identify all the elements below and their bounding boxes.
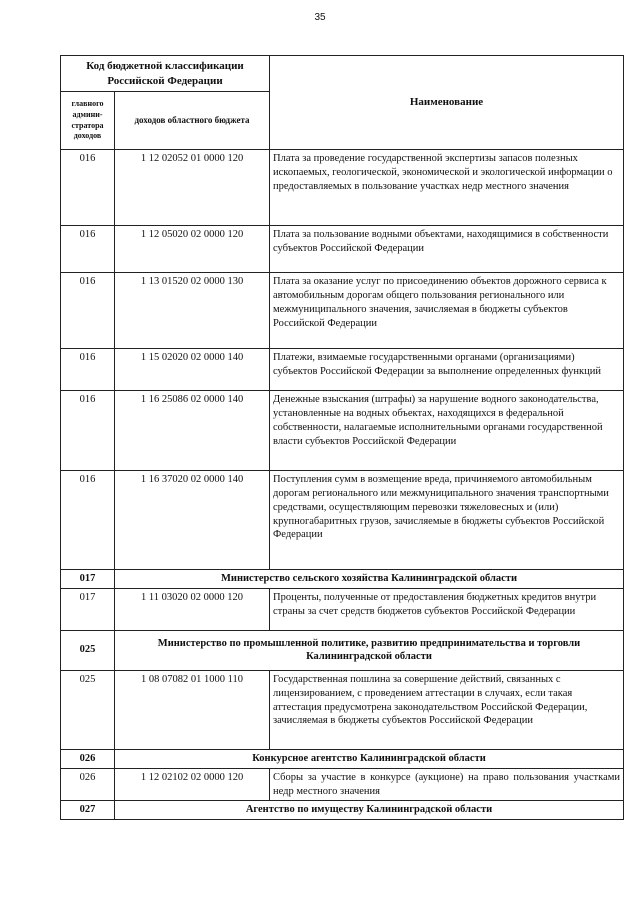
table-row <box>61 670 624 749</box>
section-admin-code: 025 <box>61 630 115 670</box>
table-row <box>61 273 624 349</box>
income-name: Поступления сумм в возмещение вреда, причиняемого автомобильным дорогам регионального или межмуниципального значения транспортными средствами, осуществляющим перевозки тяжеловесных и (или) крупногабаритных грузов, зачисляемые в бюджеты субъектов Российской Федерации <box>270 471 624 570</box>
section-row <box>61 749 624 768</box>
admin-code: 016 <box>61 150 115 226</box>
income-name: Проценты, полученные от предоставления бюджетных кредитов внутри страны за счет средств бюджетов субъектов Российской Федерации <box>270 588 624 630</box>
admin-code: 025 <box>61 670 115 749</box>
income-code: 1 16 25086 02 0000 140 <box>115 391 270 471</box>
admin-code: 017 <box>61 588 115 630</box>
section-row <box>61 630 624 670</box>
admin-code: 026 <box>61 768 115 801</box>
table-row <box>61 391 624 471</box>
header-group: Код бюджетной классификации Российской Федерации <box>61 56 270 92</box>
section-row <box>61 570 624 589</box>
section-admin-code: 027 <box>61 801 115 820</box>
budget-classification-table <box>60 55 624 820</box>
section-row <box>61 801 624 820</box>
table-row <box>61 226 624 273</box>
admin-code: 016 <box>61 226 115 273</box>
income-code: 1 15 02020 02 0000 140 <box>115 349 270 391</box>
header-admin: главного админи-стратора доходов <box>61 92 115 150</box>
admin-code: 016 <box>61 273 115 349</box>
income-code: 1 12 02102 02 0000 120 <box>115 768 270 801</box>
income-code: 1 12 05020 02 0000 120 <box>115 226 270 273</box>
table-row <box>61 349 624 391</box>
income-code: 1 08 07082 01 1000 110 <box>115 670 270 749</box>
income-name: Плата за пользование водными объектами, находящимися в собственности субъектов Российской Федерации <box>270 226 624 273</box>
section-admin-code: 026 <box>61 749 115 768</box>
admin-code: 016 <box>61 391 115 471</box>
income-code: 1 16 37020 02 0000 140 <box>115 471 270 570</box>
income-code: 1 12 02052 01 0000 120 <box>115 150 270 226</box>
table-row <box>61 471 624 570</box>
header-name: Наименование <box>270 56 624 150</box>
section-title: Агентство по имуществу Калининградской области <box>115 801 624 820</box>
admin-code: 016 <box>61 471 115 570</box>
income-name: Плата за проведение государственной экспертизы запасов полезных ископаемых, геологической, экономической и экологической информации о предоставляемых в пользование участках недр местного значения <box>270 150 624 226</box>
income-name: Государственная пошлина за совершение действий, связанных с лицензированием, с проведением аттестации в случаях, если такая аттестация предусмотрена законодательством Российской Федерации, зачисляемая в бюджеты субъектов Российской Федерации <box>270 670 624 749</box>
income-code: 1 11 03020 02 0000 120 <box>115 588 270 630</box>
income-name: Платежи, взимаемые государственными органами (организациями) субъектов Российской Федерации за выполнение определенных функций <box>270 349 624 391</box>
income-name: Сборы за участие в конкурсе (аукционе) на право пользования участками недр местного значения <box>270 768 624 801</box>
table-row <box>61 768 624 801</box>
table-row <box>61 150 624 226</box>
section-title: Министерство сельского хозяйства Калининградской области <box>115 570 624 589</box>
section-title: Министерство по промышленной политике, развитию предпринимательства и торговли Калининградской области <box>115 630 624 670</box>
income-name: Плата за оказание услуг по присоединению объектов дорожного сервиса к автомобильным дорогам общего пользования регионального или межмуниципального значения, зачисляемая в бюджеты субъектов Российской Федерации <box>270 273 624 349</box>
section-admin-code: 017 <box>61 570 115 589</box>
header-income: доходов областного бюджета <box>115 92 270 150</box>
page-number: 35 <box>314 12 326 23</box>
table-row <box>61 588 624 630</box>
income-code: 1 13 01520 02 0000 130 <box>115 273 270 349</box>
income-name: Денежные взыскания (штрафы) за нарушение водного законодательства, установленные на водных объектах, находящихся в федеральной собственности, налагаемые исполнительными органами государственной власти субъектов Российской Федерации <box>270 391 624 471</box>
section-title: Конкурсное агентство Калининградской области <box>115 749 624 768</box>
admin-code: 016 <box>61 349 115 391</box>
